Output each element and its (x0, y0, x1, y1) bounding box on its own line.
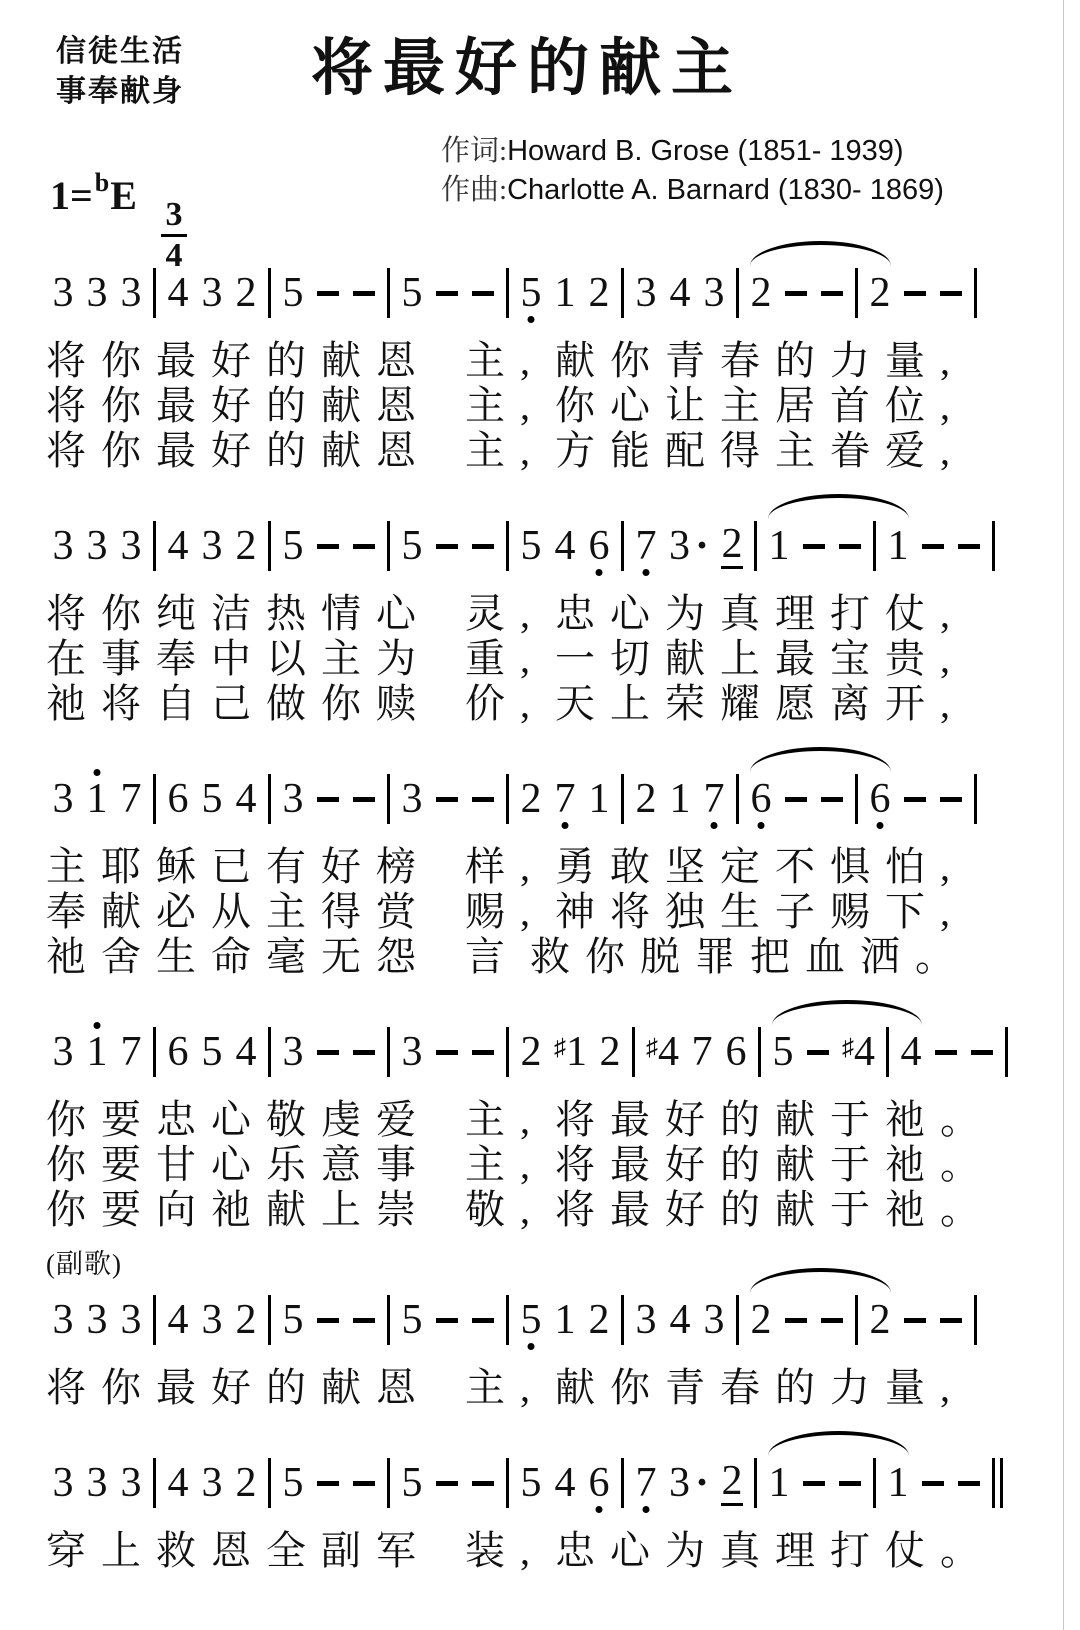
note: 2 (520, 1029, 542, 1075)
music-line-2 (46, 515, 1034, 577)
note: 5 (401, 270, 423, 316)
note: 4 (554, 1460, 576, 1506)
note: 2 (721, 521, 743, 567)
note: 2 (869, 1297, 891, 1343)
note: 3 · (669, 1460, 710, 1506)
duration-dash (958, 1481, 980, 1486)
barline (873, 1458, 876, 1508)
note: 3 (282, 776, 304, 822)
note: 6 (588, 523, 610, 569)
lyricist-line (441, 132, 944, 171)
barline (621, 774, 624, 824)
lyric-segment: 救你脱罪把血洒。 (530, 934, 970, 979)
lyric-segment: 将你最好的献恩 (46, 383, 431, 428)
chorus-lyric-1 (46, 1365, 1034, 1410)
lyric-segment: 奉献必从主得赏 (46, 889, 431, 934)
note: 2 (520, 776, 542, 822)
note: 3 (86, 270, 108, 316)
lyric-segment: 献你青春的力量, (555, 1365, 965, 1410)
barline (387, 268, 390, 318)
barline (754, 1458, 757, 1508)
note: 4 (669, 270, 691, 316)
lyric-segment: 主, (465, 1365, 545, 1410)
note: 4 (900, 1029, 922, 1075)
barline (621, 1295, 624, 1345)
note: 3 (120, 523, 142, 569)
duration-dash (353, 797, 375, 802)
note: 3 (635, 1297, 657, 1343)
note: 5 (772, 1029, 794, 1075)
note: 3 (703, 1297, 725, 1343)
lyric-segment: 将你最好的献恩 (46, 1365, 431, 1410)
tie-slur (744, 1295, 897, 1345)
duration-dash (785, 797, 807, 802)
category-label (56, 32, 184, 112)
note: 7 (635, 523, 657, 569)
barline (758, 1027, 761, 1077)
tie-slur (744, 268, 897, 318)
note: 5 (401, 523, 423, 569)
time-denominator: 4 (165, 237, 183, 275)
tie-slur (762, 1458, 915, 1508)
duration-dash (922, 544, 944, 549)
barline (153, 268, 156, 318)
chorus-label: (副歌) (46, 1249, 122, 1279)
barline (268, 268, 271, 318)
lyric-segment: 装, (465, 1528, 545, 1573)
duration-dash (940, 1318, 962, 1323)
note: 4 (554, 523, 576, 569)
note: 5 (282, 1297, 304, 1343)
lyric-segment: 主耶稣已有好榜 (46, 844, 431, 889)
barline (621, 1458, 624, 1508)
stanza-3 (46, 844, 1034, 979)
duration-dash (317, 1050, 339, 1055)
note: 5 (520, 523, 542, 569)
lyric-segment: 勇敢坚定不惧怕, (555, 844, 965, 889)
note: 5 (520, 1297, 542, 1343)
note: 1 (768, 1460, 790, 1506)
note: 6 (167, 776, 189, 822)
duration-dash (472, 291, 494, 296)
lyric-segment: 你要向祂献上崇 (46, 1187, 431, 1232)
sharp-accidental: ♯ (842, 1035, 854, 1061)
lyric-segment: 将你最好的献恩 (46, 428, 431, 473)
note: 1 (554, 1297, 576, 1343)
note: 3 (120, 270, 142, 316)
barline (153, 521, 156, 571)
lyric-segment: 将最好的献于祂。 (555, 1142, 995, 1187)
note: 2 (235, 523, 257, 569)
lyric-line (46, 1365, 1034, 1410)
music-line-1 (46, 262, 1034, 324)
lyricist-label: 作词: (441, 135, 508, 167)
note: 3 (120, 1297, 142, 1343)
lyric-segment: 神将独生子赐下, (555, 889, 965, 934)
note: 1 (887, 523, 909, 569)
note: 2 (599, 1029, 621, 1075)
note: 2 (635, 776, 657, 822)
lyric-segment: 你要甘心乐意事 (46, 1142, 431, 1187)
duration-dash (317, 291, 339, 296)
note: 4 (235, 1029, 257, 1075)
note: 5 (201, 1029, 223, 1075)
note: ♯1 (554, 1029, 587, 1075)
flat-symbol: b (94, 168, 110, 197)
duration-dash (803, 1481, 825, 1486)
note: 2 (235, 1297, 257, 1343)
lyric-segment: 祂将自己做你赎 (46, 681, 431, 726)
barline (387, 1027, 390, 1077)
category-line-2: 事奉献身 (56, 75, 184, 108)
note: 6 (725, 1029, 747, 1075)
duration-dash (353, 544, 375, 549)
duration-dash (472, 544, 494, 549)
sharp-accidental: ♯ (646, 1035, 658, 1061)
lyricist-name: Howard B. Grose (1851- 1939) (507, 135, 904, 167)
barline (974, 1295, 977, 1345)
lyric-line (46, 844, 1034, 889)
duration-dash (940, 797, 962, 802)
lyric-segment: 祂舍生命毫无怨 (46, 934, 431, 979)
lyric-line (46, 1097, 1034, 1142)
barline (506, 774, 509, 824)
duration-dash (807, 1050, 829, 1055)
note: 3 (86, 1460, 108, 1506)
duration-dash (436, 1318, 458, 1323)
note: 7 (691, 1029, 713, 1075)
note: 2 (750, 270, 772, 316)
note: 5 (201, 776, 223, 822)
barline (153, 774, 156, 824)
note: 7 (635, 1460, 657, 1506)
duration-dash (436, 544, 458, 549)
lyric-line (46, 1528, 1034, 1573)
tie-slur (766, 1027, 928, 1077)
duration-dash (935, 1050, 957, 1055)
note: 2 (721, 1458, 743, 1504)
duration-dash (436, 797, 458, 802)
stanza-2 (46, 591, 1034, 726)
barline (621, 521, 624, 571)
note: 3 (86, 523, 108, 569)
header (46, 0, 1034, 275)
lyric-line (46, 889, 1034, 934)
music-line-4 (46, 1021, 1034, 1083)
duration-dash (904, 797, 926, 802)
lyric-segment: 主, (465, 428, 545, 473)
barline (268, 1295, 271, 1345)
duration-dash (922, 1481, 944, 1486)
barline (1005, 1027, 1008, 1077)
barline (736, 774, 739, 824)
duration-dash (821, 797, 843, 802)
note: 4 (167, 1297, 189, 1343)
stanza-4 (46, 1097, 1034, 1232)
score-body (46, 262, 1034, 1573)
lyric-segment: 方能配得主眷爱, (555, 428, 965, 473)
note: 4 (167, 523, 189, 569)
chorus-music-line-2 (46, 1452, 1034, 1514)
barline (632, 1027, 635, 1077)
note: 3 (52, 1029, 74, 1075)
duration-dash (317, 797, 339, 802)
note: 2 (588, 270, 610, 316)
duration-dash (353, 1318, 375, 1323)
barline (268, 1458, 271, 1508)
duration-dash (940, 291, 962, 296)
barline (268, 1027, 271, 1077)
lyric-line (46, 934, 1034, 979)
lyric-segment: 主, (465, 383, 545, 428)
lyric-segment: 忠心为真理打仗, (555, 591, 965, 636)
music-line-3 (46, 768, 1034, 830)
lyric-segment: 在事奉中以主为 (46, 636, 431, 681)
barline (873, 521, 876, 571)
note: ♯4 (842, 1029, 875, 1075)
duration-dash (436, 1481, 458, 1486)
barline (855, 774, 858, 824)
lyric-segment: 敬, (465, 1187, 545, 1232)
augmentation-dot: · (695, 1460, 710, 1506)
note: 6 (869, 776, 891, 822)
note: 3 (201, 1297, 223, 1343)
duration-dash (353, 291, 375, 296)
barline (268, 521, 271, 571)
sharp-accidental: ♯ (554, 1035, 566, 1061)
note: 3 (52, 1297, 74, 1343)
barline (268, 774, 271, 824)
duration-dash (472, 1318, 494, 1323)
note: 3 (52, 776, 74, 822)
barline (621, 268, 624, 318)
stanza-1 (46, 338, 1034, 473)
barline (736, 268, 739, 318)
lyric-line (46, 338, 1034, 383)
lyric-segment: 穿上救恩全副军 (46, 1528, 431, 1573)
note: 3 (401, 776, 423, 822)
lyric-segment: 价, (465, 681, 545, 726)
song-title: 将最好的献主 (311, 35, 744, 103)
lyric-segment: 将你纯洁热情心 (46, 591, 431, 636)
barline (387, 1458, 390, 1508)
note: 1 (86, 1029, 108, 1075)
barline (506, 1027, 509, 1077)
barline (974, 774, 977, 824)
note: 3 (52, 523, 74, 569)
note: 6 (750, 776, 772, 822)
chorus-music-line-1 (46, 1289, 1034, 1351)
lyric-segment: 重, (465, 636, 545, 681)
duration-dash (785, 291, 807, 296)
lyric-segment: 忠心为真理打仗。 (555, 1528, 995, 1573)
note: ♯4 (646, 1029, 679, 1075)
lyric-segment: 一切献上最宝贵, (555, 636, 965, 681)
barline (736, 1295, 739, 1345)
note: 1 (887, 1460, 909, 1506)
duration-dash (839, 1481, 861, 1486)
lyric-segment: 主, (465, 1142, 545, 1187)
scan-artifact-line (1063, 0, 1064, 1630)
note: 3 (282, 1029, 304, 1075)
barline (387, 774, 390, 824)
lyric-segment: 将你最好的献恩 (46, 338, 431, 383)
time-numerator: 3 (165, 196, 183, 233)
duration-dash (803, 544, 825, 549)
lyric-line (46, 1187, 1034, 1232)
tie-slur (744, 774, 897, 824)
duration-dash (353, 1481, 375, 1486)
barline (754, 521, 757, 571)
note: 5 (282, 523, 304, 569)
composer-label: 作曲: (441, 174, 508, 206)
note: 2 (235, 270, 257, 316)
duration-dash (904, 291, 926, 296)
lyric-segment: 赐, (465, 889, 545, 934)
note: 5 (520, 1460, 542, 1506)
note: 4 (235, 776, 257, 822)
note: 1 (669, 776, 691, 822)
note: 3 · (669, 523, 710, 569)
note: 1 (86, 776, 108, 822)
duration-dash (821, 1318, 843, 1323)
duration-dash (436, 1050, 458, 1055)
note: 3 (86, 1297, 108, 1343)
lyric-line (46, 591, 1034, 636)
note: 7 (703, 776, 725, 822)
category-line-1: 信徒生活 (56, 35, 184, 68)
lyric-segment: 将最好的献于祂。 (555, 1187, 995, 1232)
final-barline (992, 1458, 1003, 1508)
note: 1 (554, 270, 576, 316)
barline (855, 1295, 858, 1345)
lyric-segment: 将最好的献于祂。 (555, 1097, 995, 1142)
duration-dash (958, 544, 980, 549)
barline (855, 268, 858, 318)
note: 5 (401, 1460, 423, 1506)
duration-dash (353, 1050, 375, 1055)
duration-dash (317, 1318, 339, 1323)
note: 3 (201, 1460, 223, 1506)
note: 5 (282, 1460, 304, 1506)
barline (506, 1458, 509, 1508)
composer-line (441, 171, 944, 210)
note: 7 (554, 776, 576, 822)
lyric-line (46, 1142, 1034, 1187)
lyric-segment: 主, (465, 338, 545, 383)
duration-dash (785, 1318, 807, 1323)
lyric-line (46, 681, 1034, 726)
barline (974, 268, 977, 318)
lyric-segment: 你心让主居首位, (555, 383, 965, 428)
barline (506, 268, 509, 318)
note: 6 (167, 1029, 189, 1075)
note: 2 (869, 270, 891, 316)
lyric-segment: 样, (465, 844, 545, 889)
lyric-segment: 灵, (465, 591, 545, 636)
key-prefix: 1= (50, 173, 93, 218)
duration-dash (472, 1481, 494, 1486)
note: 7 (120, 776, 142, 822)
duration-dash (472, 1050, 494, 1055)
duration-dash (436, 291, 458, 296)
duration-dash (472, 797, 494, 802)
duration-dash (821, 291, 843, 296)
note: 3 (635, 270, 657, 316)
composer-name: Charlotte A. Barnard (1830- 1869) (507, 174, 944, 206)
note: 3 (52, 1460, 74, 1506)
lyric-segment: 献你青春的力量, (555, 338, 965, 383)
duration-dash (971, 1050, 993, 1055)
credits (441, 132, 944, 210)
duration-dash (317, 1481, 339, 1486)
barline (153, 1295, 156, 1345)
lyric-line (46, 428, 1034, 473)
tie-slur (762, 521, 915, 571)
chorus-lyric-2 (46, 1528, 1034, 1573)
augmentation-dot: · (695, 523, 710, 569)
barline (387, 1295, 390, 1345)
barline (387, 521, 390, 571)
note: 3 (201, 270, 223, 316)
lyric-line (46, 383, 1034, 428)
note: 4 (167, 1460, 189, 1506)
note: 2 (588, 1297, 610, 1343)
note: 1 (588, 776, 610, 822)
barline (886, 1027, 889, 1077)
note: 3 (52, 270, 74, 316)
note: 4 (669, 1297, 691, 1343)
lyric-segment: 主, (465, 1097, 545, 1142)
note: 5 (401, 1297, 423, 1343)
duration-dash (317, 544, 339, 549)
note: 3 (120, 1460, 142, 1506)
lyric-line (46, 636, 1034, 681)
barline (153, 1027, 156, 1077)
key-signature (50, 168, 187, 273)
duration-dash (839, 544, 861, 549)
note: 3 (401, 1029, 423, 1075)
note: 3 (201, 523, 223, 569)
barline (992, 521, 995, 571)
barline (506, 1295, 509, 1345)
lyric-segment: 天上荣耀愿离开, (555, 681, 965, 726)
note: 2 (750, 1297, 772, 1343)
key-letter: E (110, 173, 137, 218)
duration-dash (904, 1318, 926, 1323)
note: 3 (703, 270, 725, 316)
note: 7 (120, 1029, 142, 1075)
note: 1 (768, 523, 790, 569)
note: 6 (588, 1460, 610, 1506)
note: 5 (520, 270, 542, 316)
note: 2 (235, 1460, 257, 1506)
lyric-segment: 你要忠心敬虔爱 (46, 1097, 431, 1142)
barline (506, 521, 509, 571)
note: 5 (282, 270, 304, 316)
barline (153, 1458, 156, 1508)
note: 4 (167, 270, 189, 316)
lyric-segment: 言 (465, 934, 520, 979)
